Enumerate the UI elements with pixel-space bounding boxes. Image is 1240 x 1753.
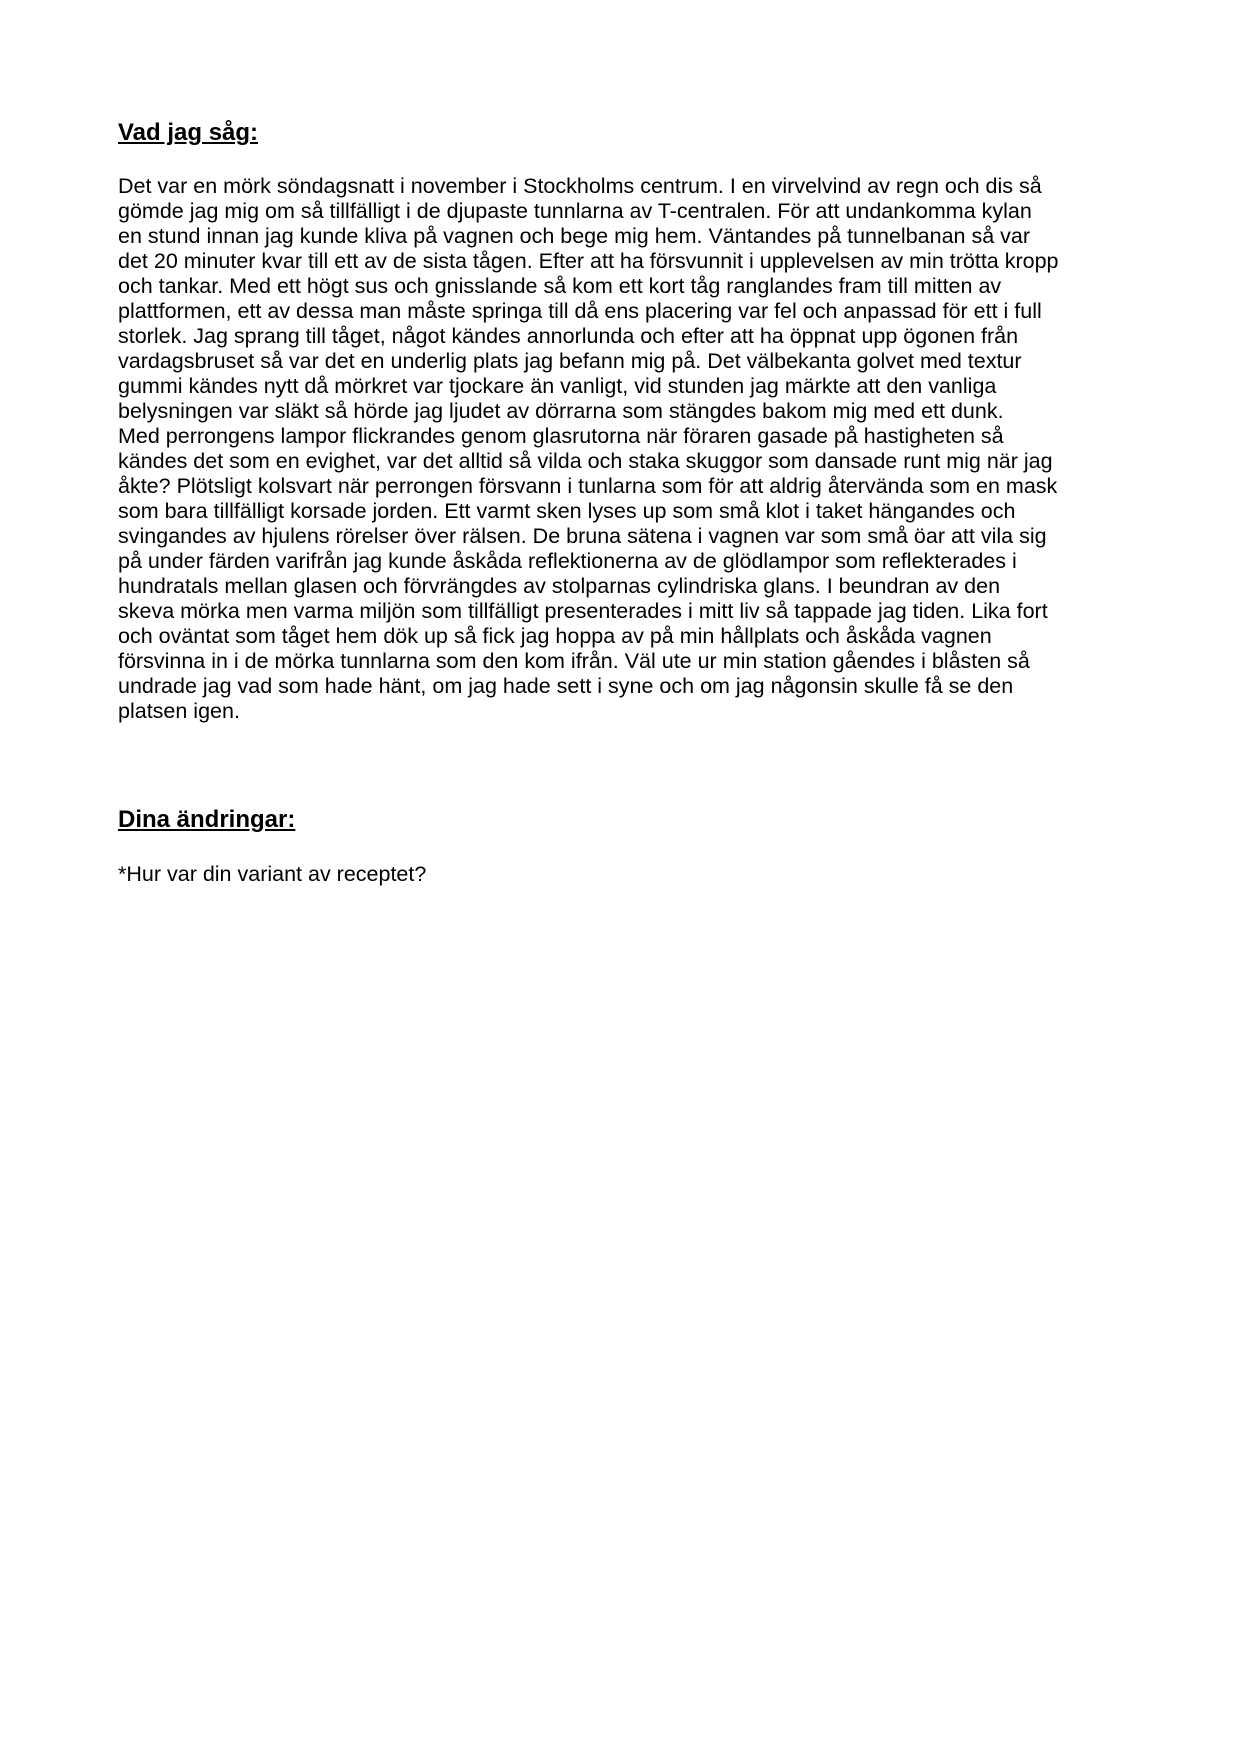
paragraph-line: det 20 minuter kvar till ett av de sista tågen. Efter att ha försvunnit i upplevelsen av min trötta kropp <box>118 249 1059 273</box>
paragraph-line: som bara tillfälligt korsade jorden. Ett varmt sken lyses up som små klot i taket hängandes och <box>118 499 1016 523</box>
section-heading-vad-jag-sag: Vad jag såg: <box>118 119 259 146</box>
paragraph-line: och oväntat som tåget hem dök up så fick jag hoppa av på min hållplats och åskåda vagnen <box>118 624 992 648</box>
paragraph-line: Med perrongens lampor flickrandes genom glasrutorna när föraren gasade på hastigheten så <box>118 424 1004 448</box>
recipe-variant-prompt: *Hur var din variant av receptet? <box>118 862 427 886</box>
paragraph-line: platsen igen. <box>118 699 240 723</box>
paragraph-line: plattformen, ett av dessa man måste springa till då ens placering var fel och anpassad för ett i full <box>118 299 1042 323</box>
paragraph-line: kändes det som en evighet, var det alltid så vilda och staka skuggor som dansade runt mig när jag <box>118 449 1053 473</box>
paragraph-line: storlek. Jag sprang till tåget, något kändes annorlunda och efter att ha öppnat upp ögonen från <box>118 324 1019 348</box>
paragraph-line: svingandes av hjulens rörelser över rälsen. De bruna sätena i vagnen var som små öar att vila sig <box>118 524 1047 548</box>
paragraph-line: en stund innan jag kunde kliva på vagnen och bege mig hem. Väntandes på tunnelbanan så var <box>118 224 1031 248</box>
paragraph-line: skeva mörka men varma miljön som tillfälligt presenterades i mitt liv så tappade jag tiden. Lika fort <box>118 599 1048 623</box>
paragraph-line: gummi kändes nytt då mörkret var tjockare än vanligt, vid stunden jag märkte att den vanliga <box>118 374 997 398</box>
paragraph-line: åkte? Plötsligt kolsvart när perrongen försvann i tunlarna som för att aldrig återvända som en mask <box>118 474 1058 498</box>
section-heading-dina-andringar: Dina ändringar: <box>118 806 296 833</box>
paragraph-line: försvinna in i de mörka tunnlarna som den kom ifrån. Väl ute ur min station gåendes i blåsten så <box>118 649 1030 673</box>
paragraph-line: gömde jag mig om så tillfälligt i de djupaste tunnlarna av T-centralen. För att undankomma kylan <box>118 199 1032 223</box>
paragraph-line: undrade jag vad som hade hänt, om jag hade sett i syne och om jag någonsin skulle få se den <box>118 674 1014 698</box>
story-paragraph <box>118 174 1138 724</box>
paragraph-line: belysningen var släkt så hörde jag ljudet av dörrarna som stängdes bakom mig med ett dunk. <box>118 399 1004 423</box>
paragraph-line: vardagsbruset så var det en underlig plats jag befann mig på. Det välbekanta golvet med textur <box>118 349 1022 373</box>
paragraph-line: Det var en mörk söndagsnatt i november i Stockholms centrum. I en virvelvind av regn och dis så <box>118 174 1042 198</box>
paragraph-line: hundratals mellan glasen och förvrängdes av stolparnas cylindriska glans. I beundran av den <box>118 574 1001 598</box>
paragraph-line: på under färden varifrån jag kunde åskåda reflektionerna av de glödlampor som reflekterades i <box>118 549 1017 573</box>
paragraph-line: och tankar. Med ett högt sus och gnisslande så kom ett kort tåg ranglandes fram till mitten av <box>118 274 1002 298</box>
